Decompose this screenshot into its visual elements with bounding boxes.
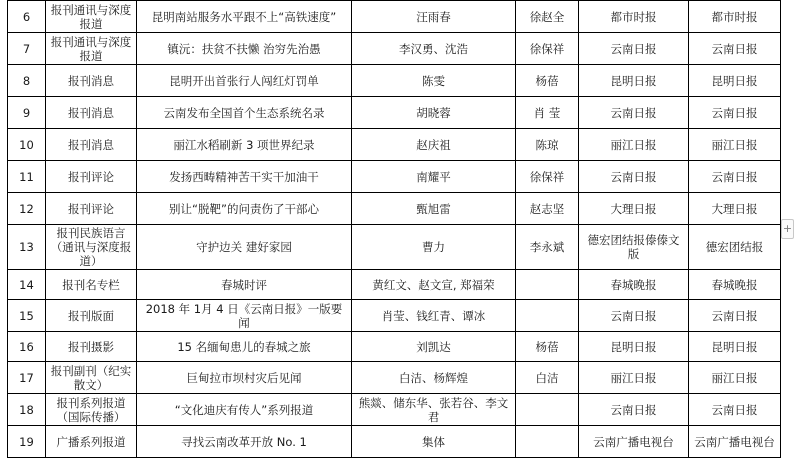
title-cell: 昆明南站服务水平跟不上“高铁速度”	[137, 1, 352, 33]
author-cell: 曹力	[352, 225, 516, 270]
editor-cell	[516, 270, 579, 300]
title-cell: 别让“脱靶”的问责伤了干部心	[137, 193, 352, 225]
unit-cell: 云南日报	[689, 161, 781, 193]
row-number: 8	[8, 65, 46, 97]
title-cell: “文化迪庆有传人”系列报道	[137, 394, 352, 426]
table-row	[8, 270, 781, 300]
row-number: 12	[8, 193, 46, 225]
title-cell: 春城时评	[137, 270, 352, 300]
row-number: 18	[8, 394, 46, 426]
publication-cell: 云南日报	[579, 394, 689, 426]
author-cell: 白洁、杨辉煌	[352, 362, 516, 394]
editor-cell	[516, 394, 579, 426]
row-number: 13	[8, 225, 46, 270]
row-number: 16	[8, 332, 46, 362]
table-row	[8, 97, 781, 129]
table-row	[8, 426, 781, 458]
table-row	[8, 225, 781, 270]
table-row	[8, 1, 781, 33]
row-number: 9	[8, 97, 46, 129]
category-cell: 报刊消息	[46, 65, 137, 97]
category-cell: 报刊评论	[46, 193, 137, 225]
title-cell: 发扬西畴精神苦干实干加油干	[137, 161, 352, 193]
publication-cell: 云南日报	[579, 300, 689, 332]
table-row	[8, 332, 781, 362]
unit-cell: 昆明日报	[689, 332, 781, 362]
unit-cell: 春城晚报	[689, 270, 781, 300]
award-list-body	[8, 1, 781, 458]
publication-cell: 春城晚报	[579, 270, 689, 300]
editor-cell	[516, 300, 579, 332]
author-cell: 李汉勇、沈浩	[352, 33, 516, 65]
row-number: 6	[8, 1, 46, 33]
author-cell: 陈雯	[352, 65, 516, 97]
author-cell: 南耀平	[352, 161, 516, 193]
category-cell: 报刊版面	[46, 300, 137, 332]
author-cell: 刘凯达	[352, 332, 516, 362]
editor-cell: 徐保祥	[516, 161, 579, 193]
editor-cell: 白洁	[516, 362, 579, 394]
publication-cell: 丽江日报	[579, 362, 689, 394]
table-row	[8, 394, 781, 426]
award-list-table	[7, 0, 781, 458]
expand-button[interactable]: +	[781, 219, 794, 239]
category-cell: 报刊通讯与深度报道	[46, 33, 137, 65]
title-cell: 寻找云南改革开放 No. 1	[137, 426, 352, 458]
title-cell: 守护边关 建好家园	[137, 225, 352, 270]
row-number: 14	[8, 270, 46, 300]
category-cell: 报刊副刊（纪实散文）	[46, 362, 137, 394]
category-cell: 报刊评论	[46, 161, 137, 193]
category-cell: 报刊民族语言（通讯与深度报道）	[46, 225, 137, 270]
unit-cell: 德宏团结报	[689, 225, 781, 270]
editor-cell: 杨蓓	[516, 332, 579, 362]
row-number: 11	[8, 161, 46, 193]
category-cell: 报刊系列报道（国际传播）	[46, 394, 137, 426]
author-cell: 熊燚、储东华、张若谷、李文君	[352, 394, 516, 426]
publication-cell: 丽江日报	[579, 129, 689, 161]
editor-cell: 陈琼	[516, 129, 579, 161]
editor-cell: 赵志坚	[516, 193, 579, 225]
unit-cell: 云南日报	[689, 97, 781, 129]
unit-cell: 大理日报	[689, 193, 781, 225]
unit-cell: 云南日报	[689, 394, 781, 426]
author-cell: 赵庆祖	[352, 129, 516, 161]
category-cell: 报刊摄影	[46, 332, 137, 362]
category-cell: 报刊通讯与深度报道	[46, 1, 137, 33]
editor-cell: 肖 莹	[516, 97, 579, 129]
title-cell: 丽江水稻刷新 3 项世界纪录	[137, 129, 352, 161]
title-cell: 15 名缅甸患儿的春城之旅	[137, 332, 352, 362]
editor-cell: 徐赵全	[516, 1, 579, 33]
publication-cell: 云南广播电视台	[579, 426, 689, 458]
unit-cell: 昆明日报	[689, 65, 781, 97]
publication-cell: 都市时报	[579, 1, 689, 33]
category-cell: 报刊消息	[46, 129, 137, 161]
title-cell: 巨甸拉市坝村灾后见闻	[137, 362, 352, 394]
title-cell: 昆明开出首张行人闯红灯罚单	[137, 65, 352, 97]
author-cell: 黄红文、赵文宣, 郑福荣	[352, 270, 516, 300]
publication-cell: 云南日报	[579, 97, 689, 129]
row-number: 15	[8, 300, 46, 332]
row-number: 10	[8, 129, 46, 161]
unit-cell: 都市时报	[689, 1, 781, 33]
row-number: 19	[8, 426, 46, 458]
author-cell: 汪雨春	[352, 1, 516, 33]
row-number: 17	[8, 362, 46, 394]
author-cell: 甄旭雷	[352, 193, 516, 225]
editor-cell: 杨蓓	[516, 65, 579, 97]
unit-cell: 云南日报	[689, 33, 781, 65]
editor-cell: 李永斌	[516, 225, 579, 270]
unit-cell: 丽江日报	[689, 362, 781, 394]
table-row	[8, 193, 781, 225]
table-row	[8, 300, 781, 332]
title-cell: 2018 年 1月 4 日《云南日报》一版要闻	[137, 300, 352, 332]
title-cell: 云南发布全国首个生态系统名录	[137, 97, 352, 129]
author-cell: 集体	[352, 426, 516, 458]
publication-cell: 德宏团结报傣傣文版	[579, 225, 689, 270]
publication-cell: 云南日报	[579, 161, 689, 193]
row-number: 7	[8, 33, 46, 65]
category-cell: 报刊名专栏	[46, 270, 137, 300]
title-cell: 镇沅：扶贫不扶懒 治穷先治愚	[137, 33, 352, 65]
table-row	[8, 65, 781, 97]
editor-cell	[516, 426, 579, 458]
table-row	[8, 362, 781, 394]
category-cell: 报刊消息	[46, 97, 137, 129]
publication-cell: 大理日报	[579, 193, 689, 225]
unit-cell: 丽江日报	[689, 129, 781, 161]
table-row	[8, 33, 781, 65]
publication-cell: 昆明日报	[579, 65, 689, 97]
publication-cell: 云南日报	[579, 33, 689, 65]
category-cell: 广播系列报道	[46, 426, 137, 458]
table-row	[8, 129, 781, 161]
unit-cell: 云南日报	[689, 300, 781, 332]
author-cell: 胡晓蓉	[352, 97, 516, 129]
table-row	[8, 161, 781, 193]
editor-cell: 徐保祥	[516, 33, 579, 65]
author-cell: 肖莹、钱红青、谭冰	[352, 300, 516, 332]
unit-cell: 云南广播电视台	[689, 426, 781, 458]
publication-cell: 昆明日报	[579, 332, 689, 362]
